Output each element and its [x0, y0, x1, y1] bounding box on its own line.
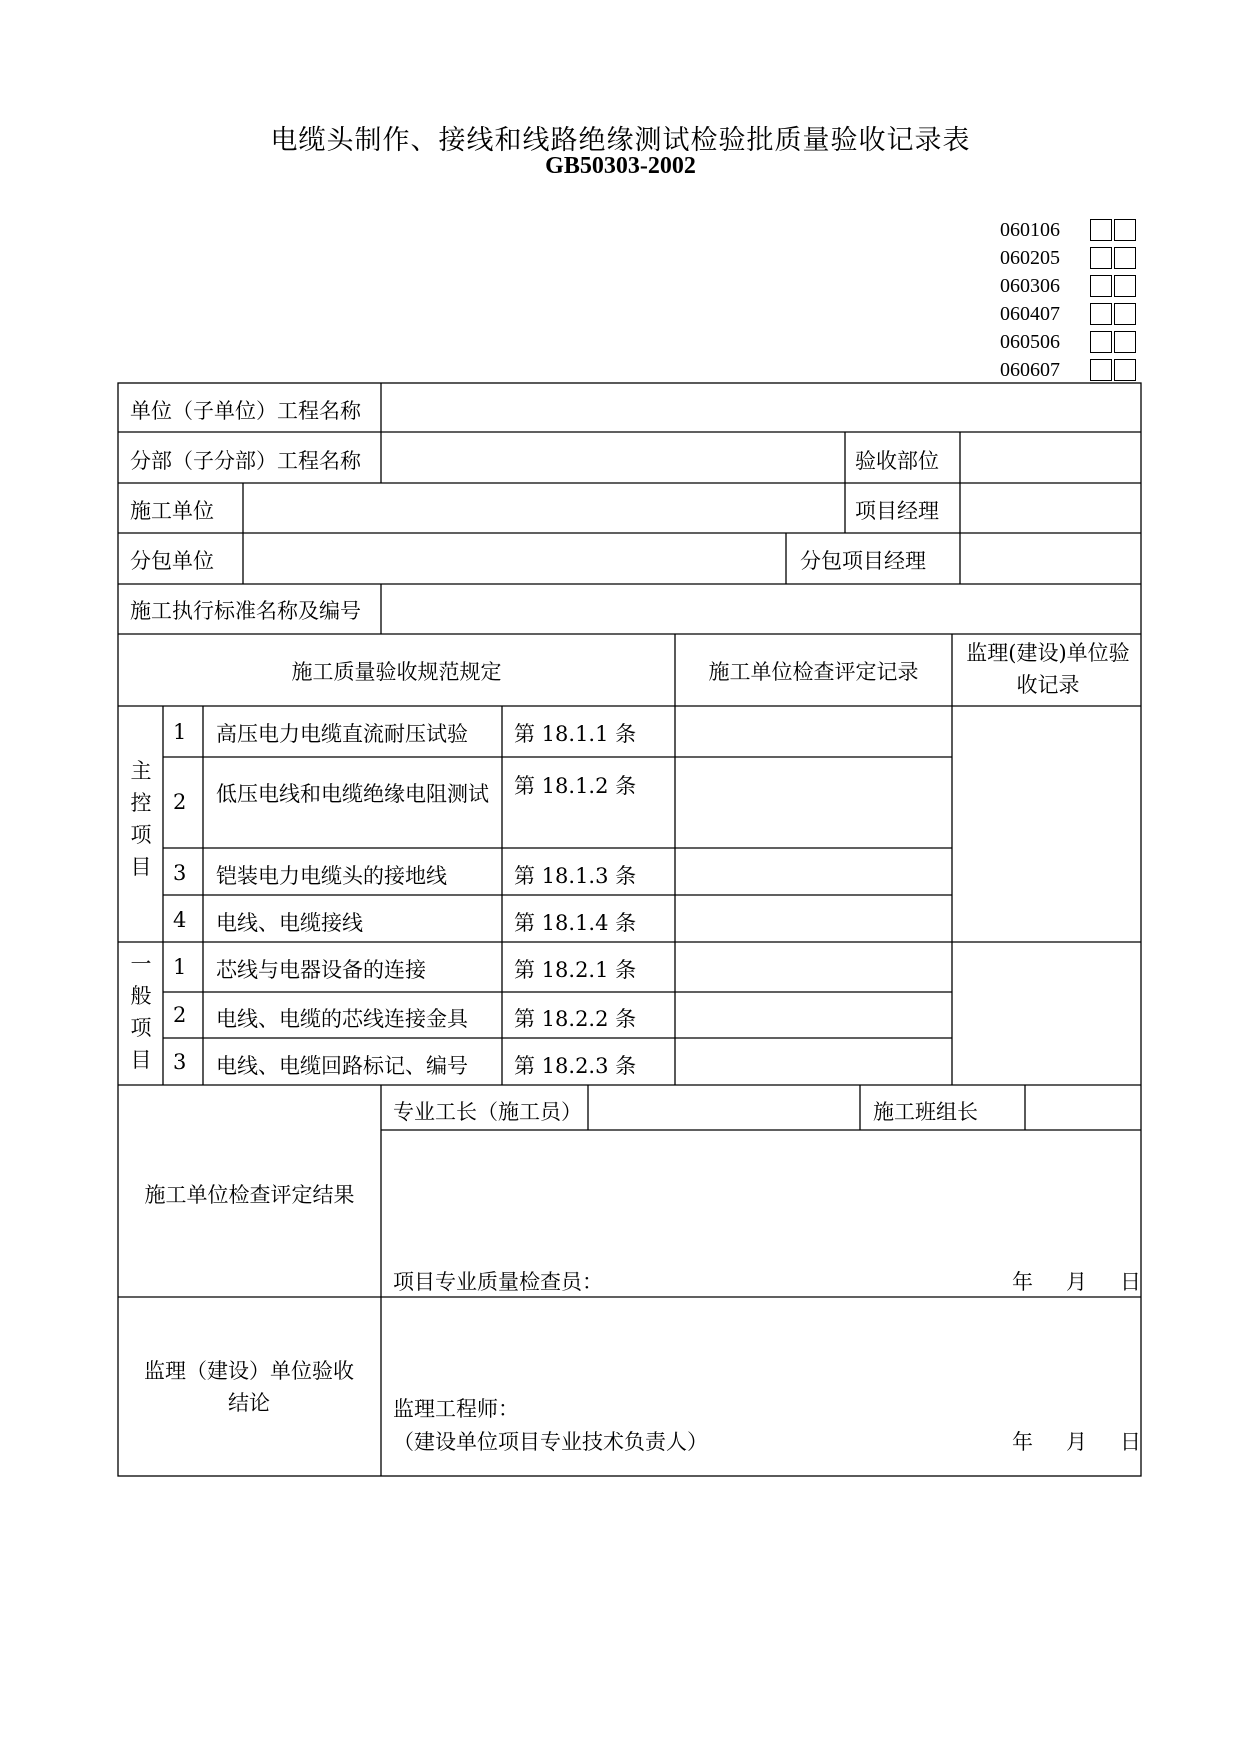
result-day: 日	[1120, 1270, 1141, 1294]
conclusion-day: 日	[1120, 1430, 1141, 1454]
result-year: 年	[1012, 1270, 1033, 1294]
result-month: 月	[1066, 1270, 1087, 1294]
contractor-result-label: 施工单位检查评定结果	[144, 1183, 355, 1207]
sub-project-name-label: 分部（子分部）工程名称	[130, 449, 361, 473]
main-control-label: 主控项目	[130, 759, 152, 879]
item-clause: 第 18.1.3 条	[514, 864, 637, 888]
item-no: 1	[173, 955, 187, 979]
standard-name-label: 施工执行标准名称及编号	[130, 599, 361, 623]
item-no: 4	[173, 908, 187, 932]
subcontract-unit-label: 分包单位	[130, 549, 214, 573]
code-label: 060407	[1000, 302, 1060, 325]
form-title: 电缆头制作、接线和线路绝缘测试检验批质量验收记录表	[270, 125, 971, 156]
item-clause: 第 18.1.4 条	[514, 911, 637, 935]
item-clause: 第 18.1.2 条	[514, 774, 637, 798]
project-manager-label: 项目经理	[855, 499, 939, 523]
item-name: 高压电力电缆直流耐压试验	[216, 722, 468, 746]
team-leader-label: 施工班组长	[873, 1100, 978, 1124]
spec-column-header: 施工质量验收规范规定	[291, 660, 502, 684]
item-clause: 第 18.2.2 条	[514, 1007, 637, 1031]
item-no: 3	[173, 861, 187, 885]
contractor-record-header: 施工单位检查评定记录	[708, 660, 919, 684]
supervisor-record-header: 监理(建设)单位验收记录	[966, 641, 1130, 697]
code-label: 060506	[1000, 330, 1060, 353]
inspector-label: 项目专业质量检查员：	[393, 1270, 603, 1294]
item-name: 芯线与电器设备的连接	[216, 958, 426, 982]
item-clause: 第 18.2.1 条	[514, 958, 637, 982]
conclusion-year: 年	[1012, 1430, 1033, 1454]
item-name: 铠装电力电缆头的接地线	[216, 864, 447, 888]
unit-project-name-label: 单位（子单位）工程名称	[130, 399, 361, 423]
item-clause: 第 18.1.1 条	[514, 722, 637, 746]
acceptance-part-label: 验收部位	[855, 449, 939, 473]
engineer-label: 监理工程师：	[393, 1397, 519, 1421]
owner-rep-label: （建设单位项目专业技术负责人）	[393, 1430, 708, 1454]
standard-code: GB50303-2002	[545, 153, 696, 179]
construction-unit-label: 施工单位	[130, 499, 214, 523]
item-name: 低压电线和电缆绝缘电阻测试	[216, 782, 489, 806]
item-no: 3	[173, 1050, 187, 1074]
general-items-label: 一般项目	[130, 952, 152, 1072]
supervisor-conclusion-label: 监理（建设）单位验收结论	[144, 1359, 354, 1415]
item-name: 电线、电缆的芯线连接金具	[216, 1007, 468, 1031]
foreman-label: 专业工长（施工员）	[393, 1100, 582, 1124]
item-no: 1	[173, 720, 187, 744]
code-label: 060205	[1000, 246, 1060, 269]
conclusion-month: 月	[1066, 1430, 1087, 1454]
item-name: 电线、电缆回路标记、编号	[216, 1054, 468, 1078]
code-label: 060306	[1000, 274, 1060, 297]
code-label: 060106	[1000, 218, 1060, 241]
item-name: 电线、电缆接线	[216, 911, 363, 935]
item-no: 2	[173, 1003, 187, 1027]
subcontract-manager-label: 分包项目经理	[800, 549, 926, 573]
item-clause: 第 18.2.3 条	[514, 1054, 637, 1078]
item-no: 2	[173, 790, 187, 814]
code-label: 060607	[1000, 358, 1060, 381]
